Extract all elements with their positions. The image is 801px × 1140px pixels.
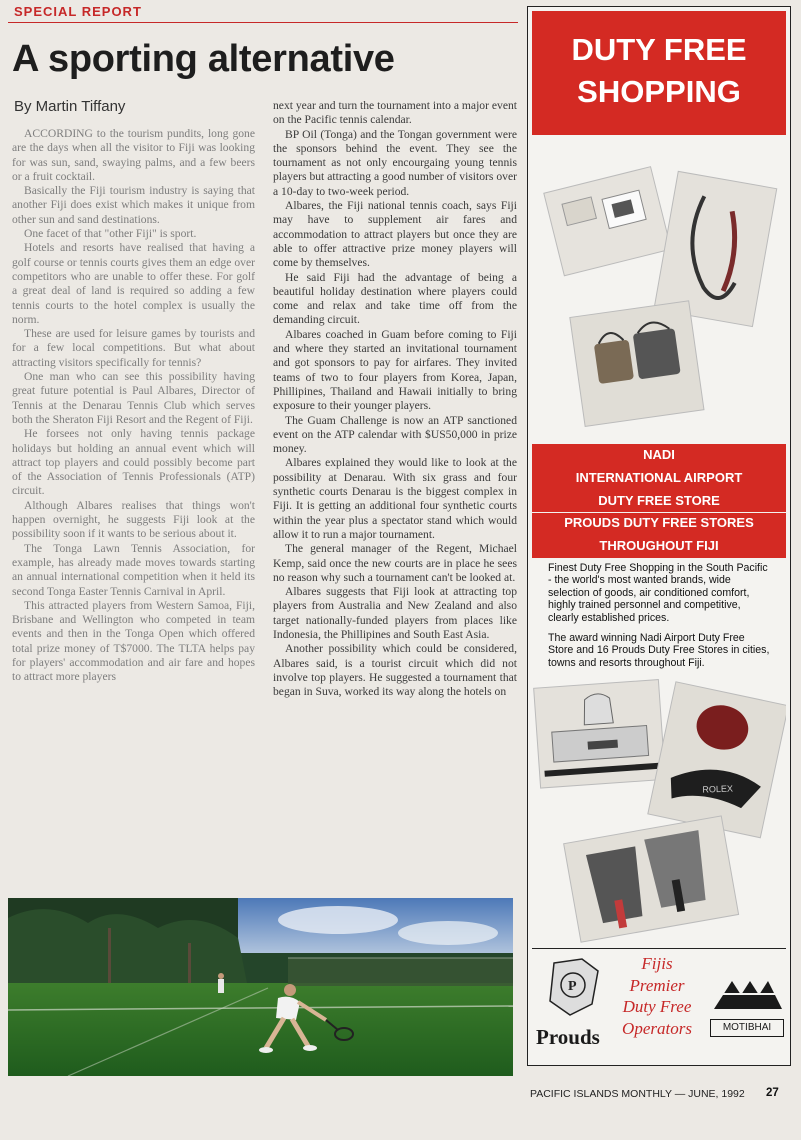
paragraph: next year and turn the tournament into a major event on the Pacific tennis calendar. <box>273 99 517 127</box>
ad-merchandise-photo <box>532 140 786 440</box>
ad-copy <box>548 562 772 677</box>
prouds-crest-icon <box>550 959 598 1015</box>
paragraph: Another possibility which could be considered, Albares said, is a tourist circuit which did not involve top players. He suggested a tournament that began in Suva, worked its way along the hotels on <box>273 642 517 699</box>
motibhai-logo-icon <box>714 981 782 1009</box>
article-column-2 <box>273 99 517 699</box>
ad-paragraph: The award winning Nadi Airport Duty Free Store and 16 Prouds Duty Free Stores in cities, towns and resorts throughout Fiji. <box>548 632 770 669</box>
tagline-line: Duty Free <box>622 997 692 1016</box>
band-line: NADI <box>643 447 675 462</box>
kicker-rule <box>8 22 518 23</box>
ad-paragraph: Finest Duty Free Shopping in the South Pacific - the world's most wanted brands, wide selection of goods, air conditioned comfort, highly trained personnel and competitive, clearly established prices. <box>548 562 768 624</box>
ad-products-photo <box>532 679 786 944</box>
ad-store-band <box>532 444 786 558</box>
paragraph: Albares suggests that Fiji look at attracting top players from Australia and New Zealand and also target nationally-funded players from places like Indonesia, the Phillipines and South East Asia. <box>273 585 517 641</box>
tagline-line: Operators <box>622 1018 692 1038</box>
paragraph: Albares, the Fiji national tennis coach, says Fiji may have to supplement air fares and accommodation to attract players but once they are able to offer attractive prize money players will come by themselves. <box>273 199 517 270</box>
ad-header <box>532 11 786 135</box>
byline: By Martin Tiffany <box>14 98 126 115</box>
ad-header-line: SHOPPING <box>577 74 741 109</box>
prouds-logo-text: Prouds <box>536 1025 600 1049</box>
paragraph: BP Oil (Tonga) and the Tongan government were the sponsors behind the event. They see the tournament as not only encourgaing young tennis players but attracting a good number of visitors over a 10-day to two-week period. <box>273 127 517 198</box>
paragraph: Albares explained they would like to look at the possibility at Denarau. With six grass and four synthetic courts Denarau is the biggest complex in Fiji. It is getting an additional four synthetic courts within the year plus a spectator stand which would allow it to run a major tournament. <box>273 456 517 541</box>
tennis-photo <box>8 898 513 1076</box>
paragraph: The Tonga Lawn Tennis Association, for example, has already made moves towards starting an annual international competition when it held its second Tonga Easter Tennis Carnival in April. <box>12 541 255 598</box>
paragraph: He forsees not only having tennis package holidays but holding an annual event which will attract top players and could possibly become part of the Association of Tennis Professionals (ATP) circuit. <box>12 427 255 498</box>
ad-header-line: DUTY FREE <box>571 32 747 67</box>
tagline-line: Fijis <box>641 954 673 973</box>
products-illustration <box>532 679 786 944</box>
tennis-court-illustration <box>8 898 513 1076</box>
band-line: INTERNATIONAL AIRPORT <box>575 469 743 485</box>
publication-footer: PACIFIC ISLANDS MONTHLY — JUNE, 1992 <box>530 1088 745 1100</box>
article-column-1 <box>12 127 255 685</box>
paragraph: Hotels and resorts have realised that having a golf course or tennis courts gives them an edge over competitors who are unable to offer these. For golf a great deal of land is required so adding a few tennis courts to the hotel complex is usually the norm. <box>12 241 255 326</box>
paragraph: Although Albares realises that things won't happen overnight, he suggests Fiji look at the possibility soon if it wants to be serious about it. <box>12 498 255 541</box>
watch-brand-label: ROLEX <box>702 783 734 795</box>
duty-free-advertisement <box>527 6 791 1066</box>
merchandise-illustration <box>532 140 786 440</box>
paragraph: The general manager of the Regent, Michael Kemp, said once the new courts are in place he sees no reason why such a tournament can't be looked at. <box>273 542 517 584</box>
ad-logos <box>532 948 786 1062</box>
paragraph: One man who can see this possibility having great future potential is Paul Albares, Director of Tennis at the Denarau Tennis Club which serves both the Sheraton Fiji Resort and the Regent of Fiji. <box>12 370 255 426</box>
article-title: A sporting alternative <box>12 38 395 80</box>
paragraph: These are used for leisure games by tourists and for a few local competitions. But what about attracting visitors specifically for tennis? <box>12 327 255 369</box>
band-divider <box>532 512 786 513</box>
page-number: 27 <box>766 1087 779 1099</box>
motibhai-logo-text: MOTIBHAI <box>710 1019 784 1037</box>
tagline-line: Premier <box>629 975 685 995</box>
paragraph: Basically the Fiji tourism industry is saying that another Fiji does exist which makes it unique from other sun and sand destinations. <box>12 184 255 226</box>
band-line: THROUGHOUT FIJI <box>599 538 719 554</box>
svg-text:P: P <box>568 979 577 994</box>
band-line: DUTY FREE STORE <box>598 492 720 508</box>
paragraph: This attracted players from Western Samoa, Fiji, Brisbane and Wellington who competed in team events and then in the Tonga Open which offered total prize money of T$7000. The TLTA helps pay for players' accommodation and air fare and hopes to attract more players <box>12 598 255 684</box>
ad-tagline <box>602 953 712 1039</box>
paragraph: One facet of that "other Fiji" is sport. <box>24 227 197 241</box>
paragraph: Albares coached in Guam before coming to Fiji and where they started an invitational tournament and got sponsors to pay for airfares. They invited teams of two to four players from Korea, Japan, Phillipines, Thailand and Hawaii initially to bring exposure to their younger players. <box>273 327 517 413</box>
paragraph: ACCORDING to the tourism pundits, long gone are the days when all the visitor to Fiji was looking for was sun, sand, swaying palms, and a few beers or a fruit cocktail. <box>12 127 255 183</box>
paragraph: He said Fiji had the advantage of being a beautiful holiday destination where players could come and relax and take time off from the demanding circuit. <box>273 270 517 327</box>
paragraph: The Guam Challenge is now an ATP sanctioned event on the ATP calendar with $US50,000 in prize money. <box>273 413 517 456</box>
band-line: PROUDS DUTY FREE STORES <box>564 515 754 531</box>
section-kicker: SPECIAL REPORT <box>14 4 142 19</box>
